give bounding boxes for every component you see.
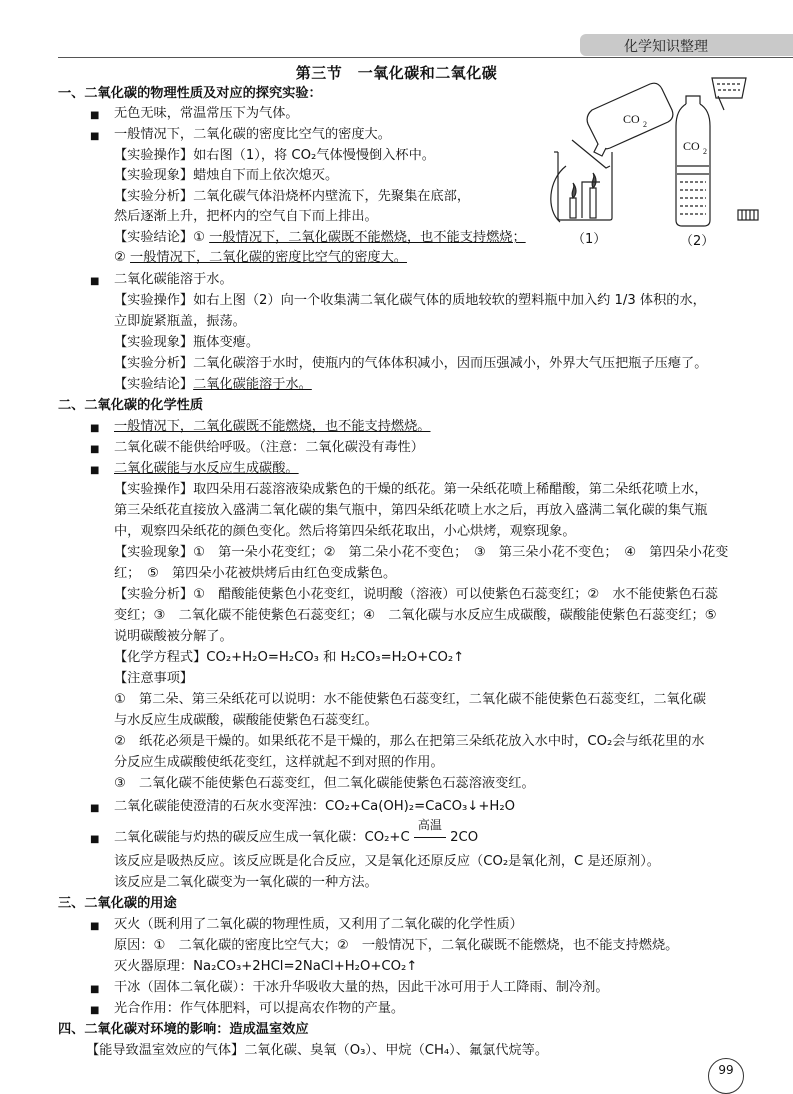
section1-heading: 一、二氧化碳的物理性质及对应的探究实验： [58, 86, 322, 101]
s1-conclusion-1 [114, 228, 526, 248]
s2-line-18: 二氧化碳能使澄清的石灰水变浑浊：CO₂+Ca(OH)₂=CaCO₃↓+H₂O [114, 799, 515, 814]
s2-line-22: 该反应是吸热反应。该反应既是化合反应，又是氧化还原反应（CO₂是氧化剂，C 是还原剂）。 [114, 854, 660, 869]
conclusion-tag: 【实验结论】 [114, 377, 194, 392]
bullet: ■ [90, 834, 100, 845]
section2-heading: 二、二氧化碳的化学性质 [58, 398, 204, 413]
conclusion-text-3: 二氧化碳能溶于水。 [193, 377, 312, 392]
s2-line-1: 二氧化碳不能供给呼吸。（注意：二氧化碳没有毒性） [114, 440, 424, 455]
s2-line-19 [114, 818, 479, 848]
s1-conclusion-3 [114, 375, 312, 395]
s2-line-2: 二氧化碳能与水反应生成碳酸。 [114, 461, 299, 476]
svg-text:CO: CO [623, 112, 640, 126]
s1-conclusion-2 [114, 248, 407, 268]
s2-line-15: ② 纸花必须是干燥的。如果纸花不是干燥的，那么在把第三朵纸花放入水中时，CO₂会与纸花里的水 [114, 734, 705, 749]
reaction-product: 2CO [450, 830, 479, 845]
conclusion-text-1: 一般情况下，二氧化碳既不能燃烧，也不能支持燃烧； [209, 230, 526, 245]
section4-heading: 四、二氧化碳对环境的影响：造成温室效应 [58, 1022, 309, 1037]
s1-line-11: 【实验现象】瓶体变瘪。 [114, 335, 260, 350]
s2-line-6: 【实验现象】① 第一朵小花变红；② 第二朵小花不变色； ③ 第三朵小花不变色； ④ 第四朵小花变 [114, 545, 729, 560]
s1-line-4: 【实验分析】二氧化碳气体沿烧杯内壁流下，先聚集在底部， [114, 189, 471, 204]
high-temp-label: 高温 [417, 818, 442, 832]
s1-line-1: 一般情况下，二氧化碳的密度比空气的密度大。 [114, 127, 391, 142]
s1-line-12: 【实验分析】二氧化碳溶于水时，使瓶内的气体体积减小，因而压强减小，外界大气压把瓶子压瘪了。 [114, 356, 708, 371]
bullet: ■ [90, 423, 100, 434]
s2-line-17: ③ 二氧化碳不能使紫色石蕊变红，但二氧化碳能使紫色石蕊溶液变红。 [114, 776, 535, 791]
bullet: ■ [90, 1005, 100, 1016]
co2-carbon-text: 二氧化碳能与灼热的碳反应生成一氧化碳：CO₂+C [114, 830, 410, 845]
plastic-bottle-drawing [676, 78, 758, 226]
svg-text:2: 2 [643, 120, 647, 129]
reaction-bar [414, 837, 446, 838]
s2-line-12: 【注意事项】 [114, 671, 194, 686]
conclusion-tag: 【实验结论】 [114, 230, 194, 245]
s2-line-13: ① 第二朵、第三朵纸花可以说明：水不能使紫色石蕊变红，二氧化碳不能使紫色石蕊变红，二氧化碳 [114, 692, 707, 707]
s2-line-4: 第三朵纸花直接放入盛满二氧化碳的集气瓶中，第四朵纸花喷上水之后，再放入盛满二氧化碳的集气瓶 [114, 503, 708, 518]
s3-line-0: 灭火（既利用了二氧化碳的物理性质，又利用了二氧化碳的化学性质） [114, 917, 523, 932]
bullet: ■ [90, 984, 100, 995]
figure-caption-2: （2） [680, 234, 715, 249]
s2-line-10: 说明碳酸被分解了。 [114, 629, 233, 644]
s1-line-3: 【实验现象】蜡烛自下而上依次熄灭。 [114, 168, 339, 183]
s2-line-7: 红； ⑤ 第四朵小花被烘烤后由红色变成紫色。 [114, 566, 397, 581]
page-number: 99 [708, 1058, 744, 1094]
bullet: ■ [90, 921, 100, 932]
s3-line-4: 光合作用：作气体肥料，可以提高农作物的产量。 [114, 1001, 405, 1016]
s4-line-0: 【能导致温室效应的气体】二氧化碳、臭氧（O₃）、甲烷（CH₄）、氟氯代烷等。 [86, 1043, 549, 1058]
reaction-condition [414, 818, 446, 848]
s3-line-1: 原因：① 二氧化碳的密度比空气大；② 一般情况下，二氧化碳既不能燃烧，也不能支持燃烧。 [114, 938, 679, 953]
s2-line-5: 中，观察四朵纸花的颜色变化。然后将第四朵纸花取出，小心烘烤，观察现象。 [114, 524, 576, 539]
svg-text:2: 2 [703, 147, 707, 156]
s3-line-2: 灭火器原理：Na₂CO₃+2HCl=2NaCl+H₂O+CO₂↑ [114, 959, 418, 974]
s3-line-3: 干冰（固体二氧化碳）：干冰升华吸收大量的热，因此干冰可用于人工降雨、制冷剂。 [114, 980, 609, 995]
s1-line-5: 然后逐渐上升，把杯内的空气自下而上排出。 [114, 209, 378, 224]
s1-line-10: 立即旋紧瓶盖，振荡。 [114, 314, 246, 329]
mark-1: ① [193, 230, 205, 245]
s2-line-14: 与水反应生成碳酸，碳酸能使紫色石蕊变红。 [114, 713, 378, 728]
section3-heading: 三、二氧化碳的用途 [58, 896, 177, 911]
conclusion-text-2: 一般情况下，二氧化碳的密度比空气的密度大。 [130, 250, 407, 265]
bullet: ■ [90, 131, 100, 142]
s2-line-8: 【实验分析】① 醋酸能使紫色小花变红，说明酸（溶液）可以使紫色石蕊变红；② 水不能使紫色石蕊 [114, 587, 718, 602]
experiment-figure [540, 70, 770, 248]
page-title: 第三节 一氧化碳和二氧化碳 [295, 64, 498, 82]
bullet: ■ [90, 444, 100, 455]
bullet: ■ [90, 465, 100, 476]
svg-text:CO: CO [683, 139, 700, 153]
figure-caption-1: （1） [572, 232, 607, 247]
mark-2: ② [114, 250, 126, 265]
bullet: ■ [90, 803, 100, 814]
s2-line-16: 分反应生成碳酸使纸花变红，这样就起不到对照的作用。 [114, 755, 444, 770]
s2-line-23: 该反应是二氧化碳变为一氧化碳的一种方法。 [114, 875, 378, 890]
header-divider [58, 57, 793, 58]
tilted-co2-bottle [587, 83, 673, 156]
s1-line-0: 无色无味，常温常压下为气体。 [114, 106, 299, 121]
bullet: ■ [90, 110, 100, 121]
s2-line-3: 【实验操作】取四朵用石蕊溶液染成紫色的干燥的纸花。第一朵纸花喷上稀醋酸，第二朵纸花喷上水， [114, 482, 708, 497]
s1-line-9: 【实验操作】如右上图（2）向一个收集满二氧化碳气体的质地较软的塑料瓶中加入约 1/3 体积的水， [114, 293, 706, 308]
s2-line-0: 一般情况下，二氧化碳既不能燃烧，也不能支持燃烧。 [114, 419, 431, 434]
experiment-illustration [540, 70, 770, 248]
header-label: 化学知识整理 [624, 39, 708, 55]
s1-line-8: 二氧化碳能溶于水。 [114, 272, 233, 287]
bullet: ■ [90, 276, 100, 287]
s1-line-2: 【实验操作】如右图（1），将 CO₂气体慢慢倒入杯中。 [114, 148, 435, 163]
s2-line-9: 变红；③ 二氧化碳不能使紫色石蕊变红；④ 二氧化碳与水反应生成碳酸，碳酸能使紫色石蕊变红；⑤ [114, 608, 717, 623]
s2-line-11: 【化学方程式】CO₂+H₂O=H₂CO₃ 和 H₂CO₃=H₂O+CO₂↑ [114, 650, 465, 665]
